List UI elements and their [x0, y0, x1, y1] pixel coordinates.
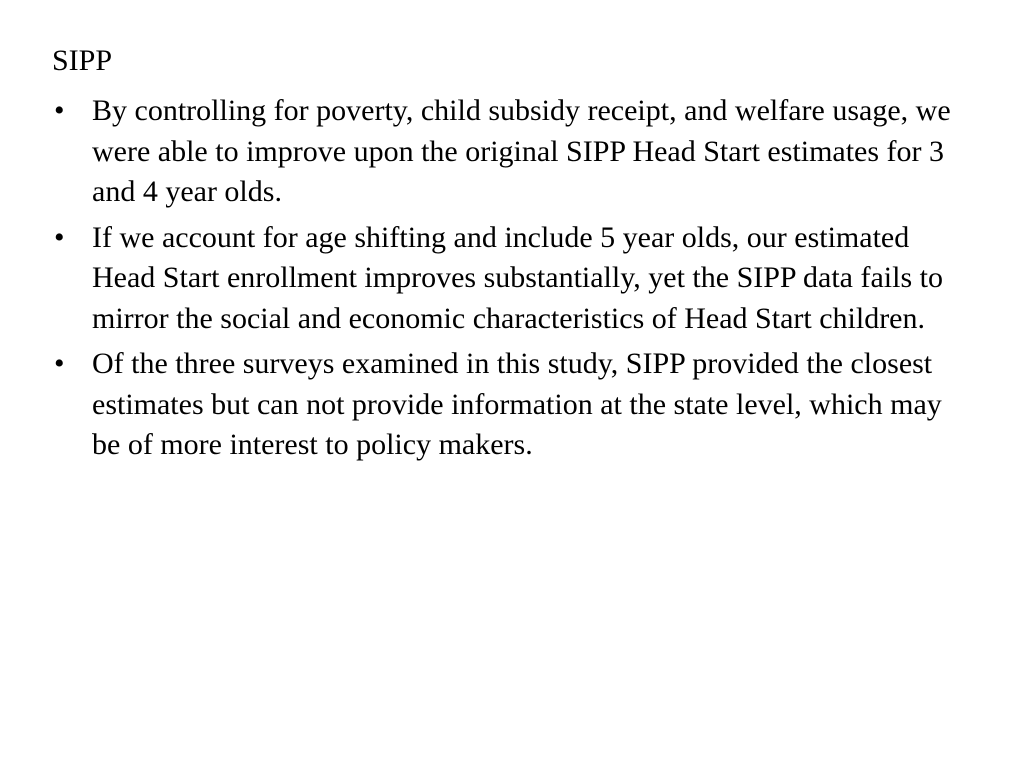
bullet-item: [52, 91, 972, 213]
bullet-marker: •: [54, 347, 65, 380]
bullet-list: [52, 91, 972, 471]
bullet-marker: •: [54, 94, 65, 127]
bullet-item: [52, 344, 972, 466]
bullet-marker: •: [54, 220, 65, 254]
slide-heading: SIPP: [52, 44, 113, 77]
bullet-text: By controlling for poverty, child subsidy receipt, and welfare usage, we were able to improve upon the original SIPP Head Start estimates for 3 and 4 year olds.: [92, 94, 951, 208]
bullet-item: [52, 218, 972, 340]
bullet-text: Of the three surveys examined in this study, SIPP provided the closest estimates but can not provide information at the state level, which may be of more interest to policy makers.: [92, 347, 942, 461]
bullet-text: If we account for age shifting and include 5 year olds, our estimated Head Start enrollment improves substantially, yet the SIPP data fails to mirror the social and economic characteristics of Head Start children.: [92, 220, 943, 335]
